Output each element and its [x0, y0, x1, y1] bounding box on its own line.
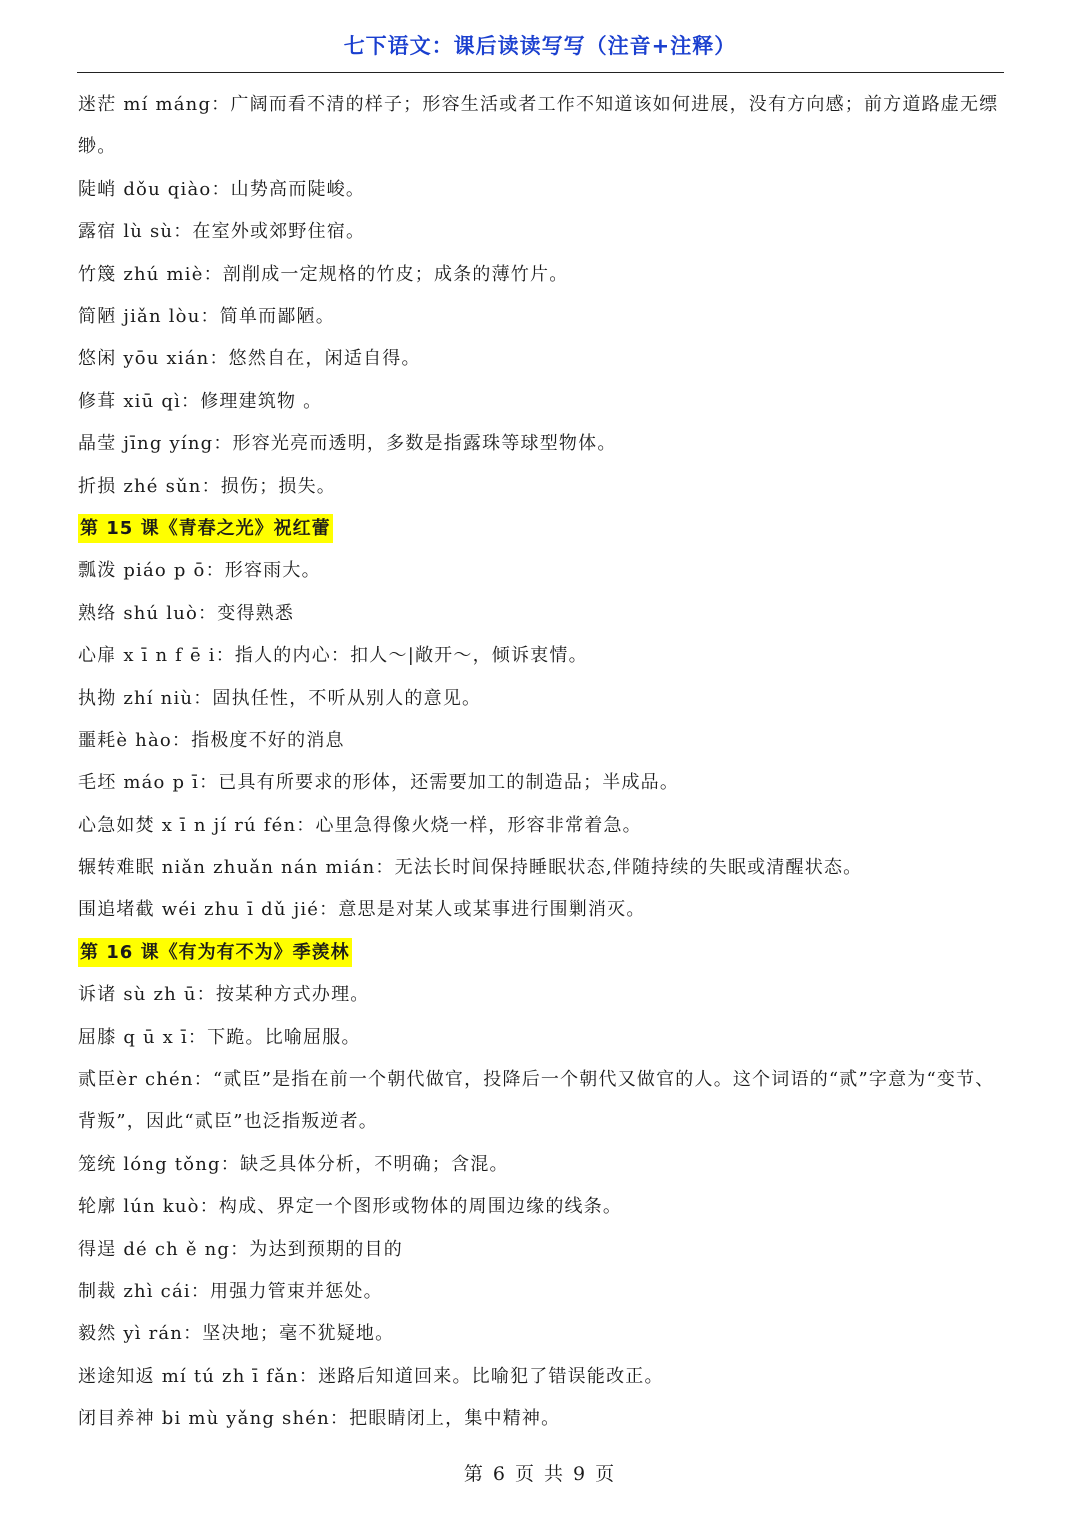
- vocab-entry: 熟络 shú luò：变得熟悉: [78, 602, 295, 624]
- vocab-entry: 笼统 lóng tǒng：缺乏具体分析，不明确；含混。: [78, 1153, 509, 1175]
- header-divider: [77, 72, 1004, 73]
- vocab-entry: 陡峭 dǒu qiào：山势高而陡峻。: [78, 178, 366, 200]
- vocabulary-list: [78, 84, 1004, 1441]
- lesson-heading: 第 16 课《有为有不为》季羡林: [78, 938, 352, 967]
- vocab-entry: 竹篾 zhú miè：剖削成一定规格的竹皮；成条的薄竹片。: [78, 263, 569, 285]
- vocab-entry: 修葺 xiū qì：修理建筑物 。: [78, 390, 323, 412]
- lesson-heading-row: [78, 932, 1004, 974]
- vocab-entry: 闭目养神 bi mù yǎng shén：把眼睛闭上，集中精神。: [78, 1408, 561, 1430]
- vocab-entry: 围追堵截 wéi zhu ī dǔ jié：意思是对某人或某事进行围剿消灭。: [78, 899, 646, 921]
- vocab-entry: 简陋 jiǎn lòu：简单而鄙陋。: [78, 305, 335, 327]
- vocab-entry: 露宿 lù sù：在室外或郊野住宿。: [78, 221, 366, 243]
- vocab-entry: 执拗 zhí niù：固执任性，不听从别人的意见。: [78, 687, 482, 709]
- vocab-entry: 得逞 dé ch ě ng：为达到预期的目的: [78, 1238, 403, 1260]
- vocab-entry: 心急如焚 x ī n jí rú fén：心里急得像火烧一样，形容非常着急。: [78, 814, 642, 836]
- lesson-heading-row: [78, 508, 1004, 550]
- vocab-entry: 毅然 yì rán：坚决地；毫不犹疑地。: [78, 1323, 395, 1345]
- vocab-entry: 噩耗è hào：指极度不好的消息: [78, 729, 345, 751]
- vocab-entry: 制裁 zhì cái：用强力管束并惩处。: [78, 1281, 383, 1302]
- vocab-entry: 轮廓 lún kuò：构成、界定一个图形或物体的周围边缘的线条。: [78, 1196, 623, 1218]
- vocab-entry: 诉诸 sù zh ū：按某种方式办理。: [78, 984, 370, 1006]
- vocab-entry: 折损 zhé sǔn：损伤；损失。: [78, 475, 336, 497]
- vocab-entry: 晶莹 jīng yíng：形容光亮而透明，多数是指露珠等球型物体。: [78, 433, 617, 455]
- lesson-heading: 第 15 课《青春之光》祝红蕾: [78, 514, 333, 543]
- vocab-entry: 迷途知返 mí tú zh ī fǎn：迷路后知道回来。比喻犯了错误能改正。: [78, 1365, 664, 1387]
- vocab-entry: 辗转难眠 niǎn zhuǎn nán mián：无法长时间保持睡眠状态,伴随持续的失眠或清醒状态。: [78, 857, 863, 879]
- vocab-entry: 贰臣èr chén：“贰臣”是指在前一个朝代做官，投降后一个朝代又做官的人。这个词语的“贰”字意为“变节、背叛”，因此“贰臣”也泛指叛逆者。: [78, 1069, 995, 1133]
- page-number-footer: 第 6 页 共 9 页: [463, 1463, 617, 1485]
- vocab-entry: 屈膝 q ū x ī：下跪。比喻屈服。: [78, 1026, 361, 1048]
- vocab-entry: 心扉 x ī n f ē i：指人的内心：扣人～|敞开～，倾诉衷情。: [78, 645, 588, 667]
- vocab-entry: 瓢泼 piáo p ō：形容雨大。: [78, 560, 321, 582]
- vocab-entry: 迷茫 mí máng：广阔而看不清的样子；形容生活或者工作不知道该如何进展，没有方向感；前方道路虚无缥缈。: [78, 94, 999, 158]
- vocab-entry: 毛坯 máo p ī：已具有所要求的形体，还需要加工的制造品；半成品。: [78, 772, 680, 794]
- vocab-entry: 悠闲 yōu xián：悠然自在，闲适自得。: [78, 348, 421, 370]
- document-header-title: 七下语文：课后读读写写（注音+注释）: [343, 34, 737, 58]
